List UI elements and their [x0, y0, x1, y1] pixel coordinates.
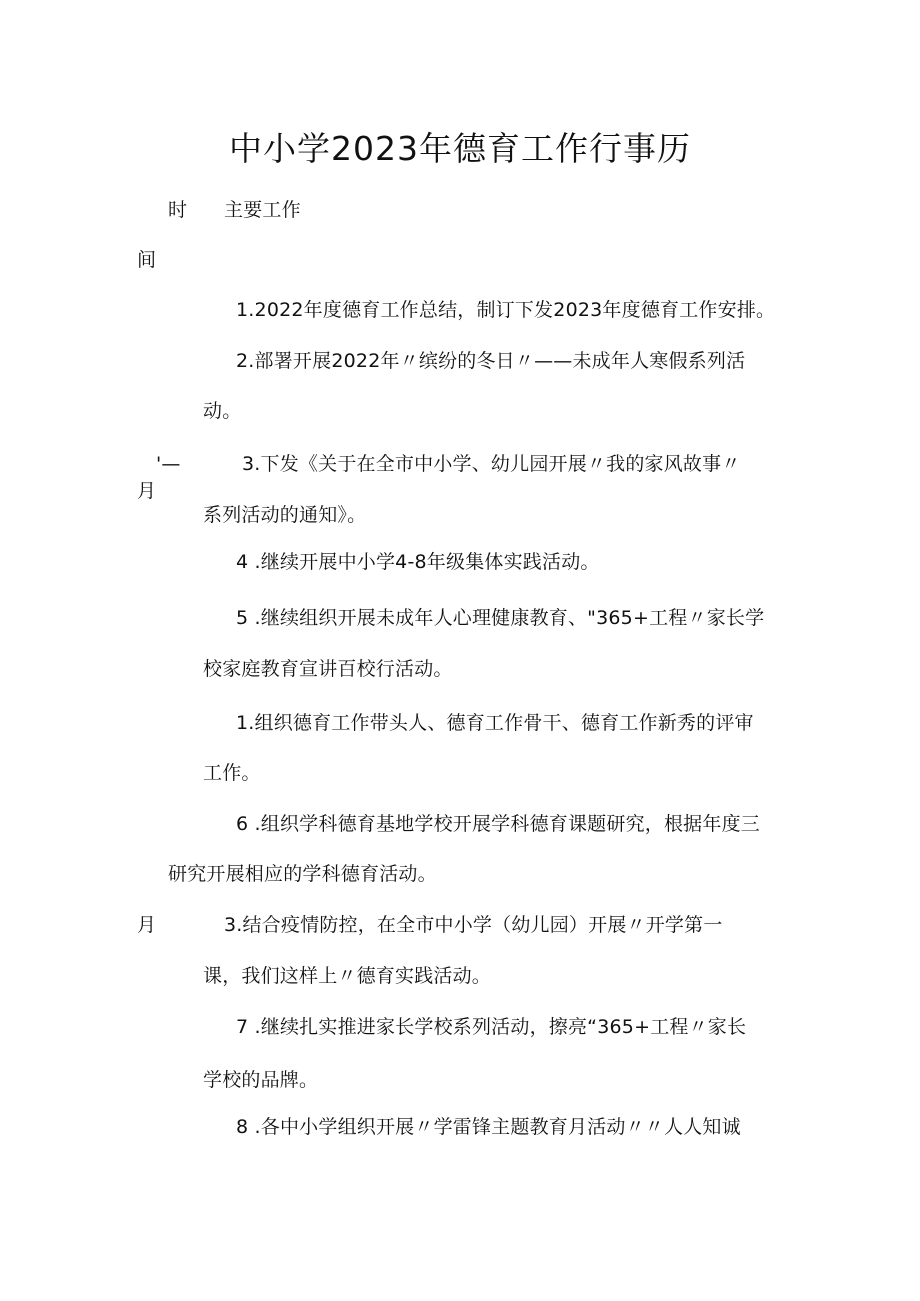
- list-item-8-line1: 3.结合疫情防控，在全市中小学（幼儿园）开展〃开学第一: [224, 914, 723, 936]
- list-item-5-line1: 5 .继续组织开展未成年人心理健康教育、"365+工程〃家长学: [236, 607, 765, 629]
- page-title: 中小学2023年德育工作行事历: [229, 129, 691, 168]
- list-item-4-line1: 4 .继续开展中小学4-8年级集体实践活动。: [236, 551, 600, 573]
- list-item-10-line1: 8 .各中小学组织开展〃学雷锋主题教育月活动〃〃人人知诚: [236, 1116, 741, 1138]
- header-time-label-part1: 时: [168, 199, 188, 221]
- list-item-7-line1: 6 .组织学科德育基地学校开展学科德育课题研究，根据年度三: [236, 813, 760, 835]
- list-item-8-line2: 课，我们这样上〃德育实践活动。: [203, 965, 492, 987]
- list-item-6-line1: 1.组织德育工作带头人、德育工作骨干、德育工作新秀的评审: [236, 712, 754, 734]
- month-label-first: 月: [137, 480, 157, 502]
- month-label-first-mark: '—: [156, 453, 181, 475]
- list-item-1-line1: 1.2022年度德育工作总结，制订下发2023年度德育工作安排。: [236, 299, 776, 321]
- list-item-9-line2: 学校的品牌。: [203, 1069, 319, 1091]
- header-time-label-part2: 间: [137, 249, 157, 271]
- list-item-3-line1: 3.下发《关于在全市中小学、幼儿园开展〃我的家风故事〃: [242, 453, 741, 475]
- list-item-9-line1: 7 .继续扎实推进家长学校系列活动，擦亮“365+工程〃家长: [236, 1016, 747, 1038]
- list-item-2-line2: 动。: [203, 400, 242, 422]
- list-item-2-line1: 2.部署开展2022年〃缤纷的冬日〃——未成年人寒假系列活: [236, 350, 746, 372]
- list-item-3-line2: 系列活动的通知》。: [203, 504, 367, 526]
- header-work-label: 主要工作: [224, 199, 301, 221]
- list-item-6-line2: 工作。: [203, 762, 261, 784]
- list-item-7-line2: 研究开展相应的学科德育活动。: [168, 863, 437, 885]
- list-item-5-line2: 校家庭教育宣讲百校行活动。: [203, 658, 453, 680]
- month-label-second: 月: [137, 914, 157, 936]
